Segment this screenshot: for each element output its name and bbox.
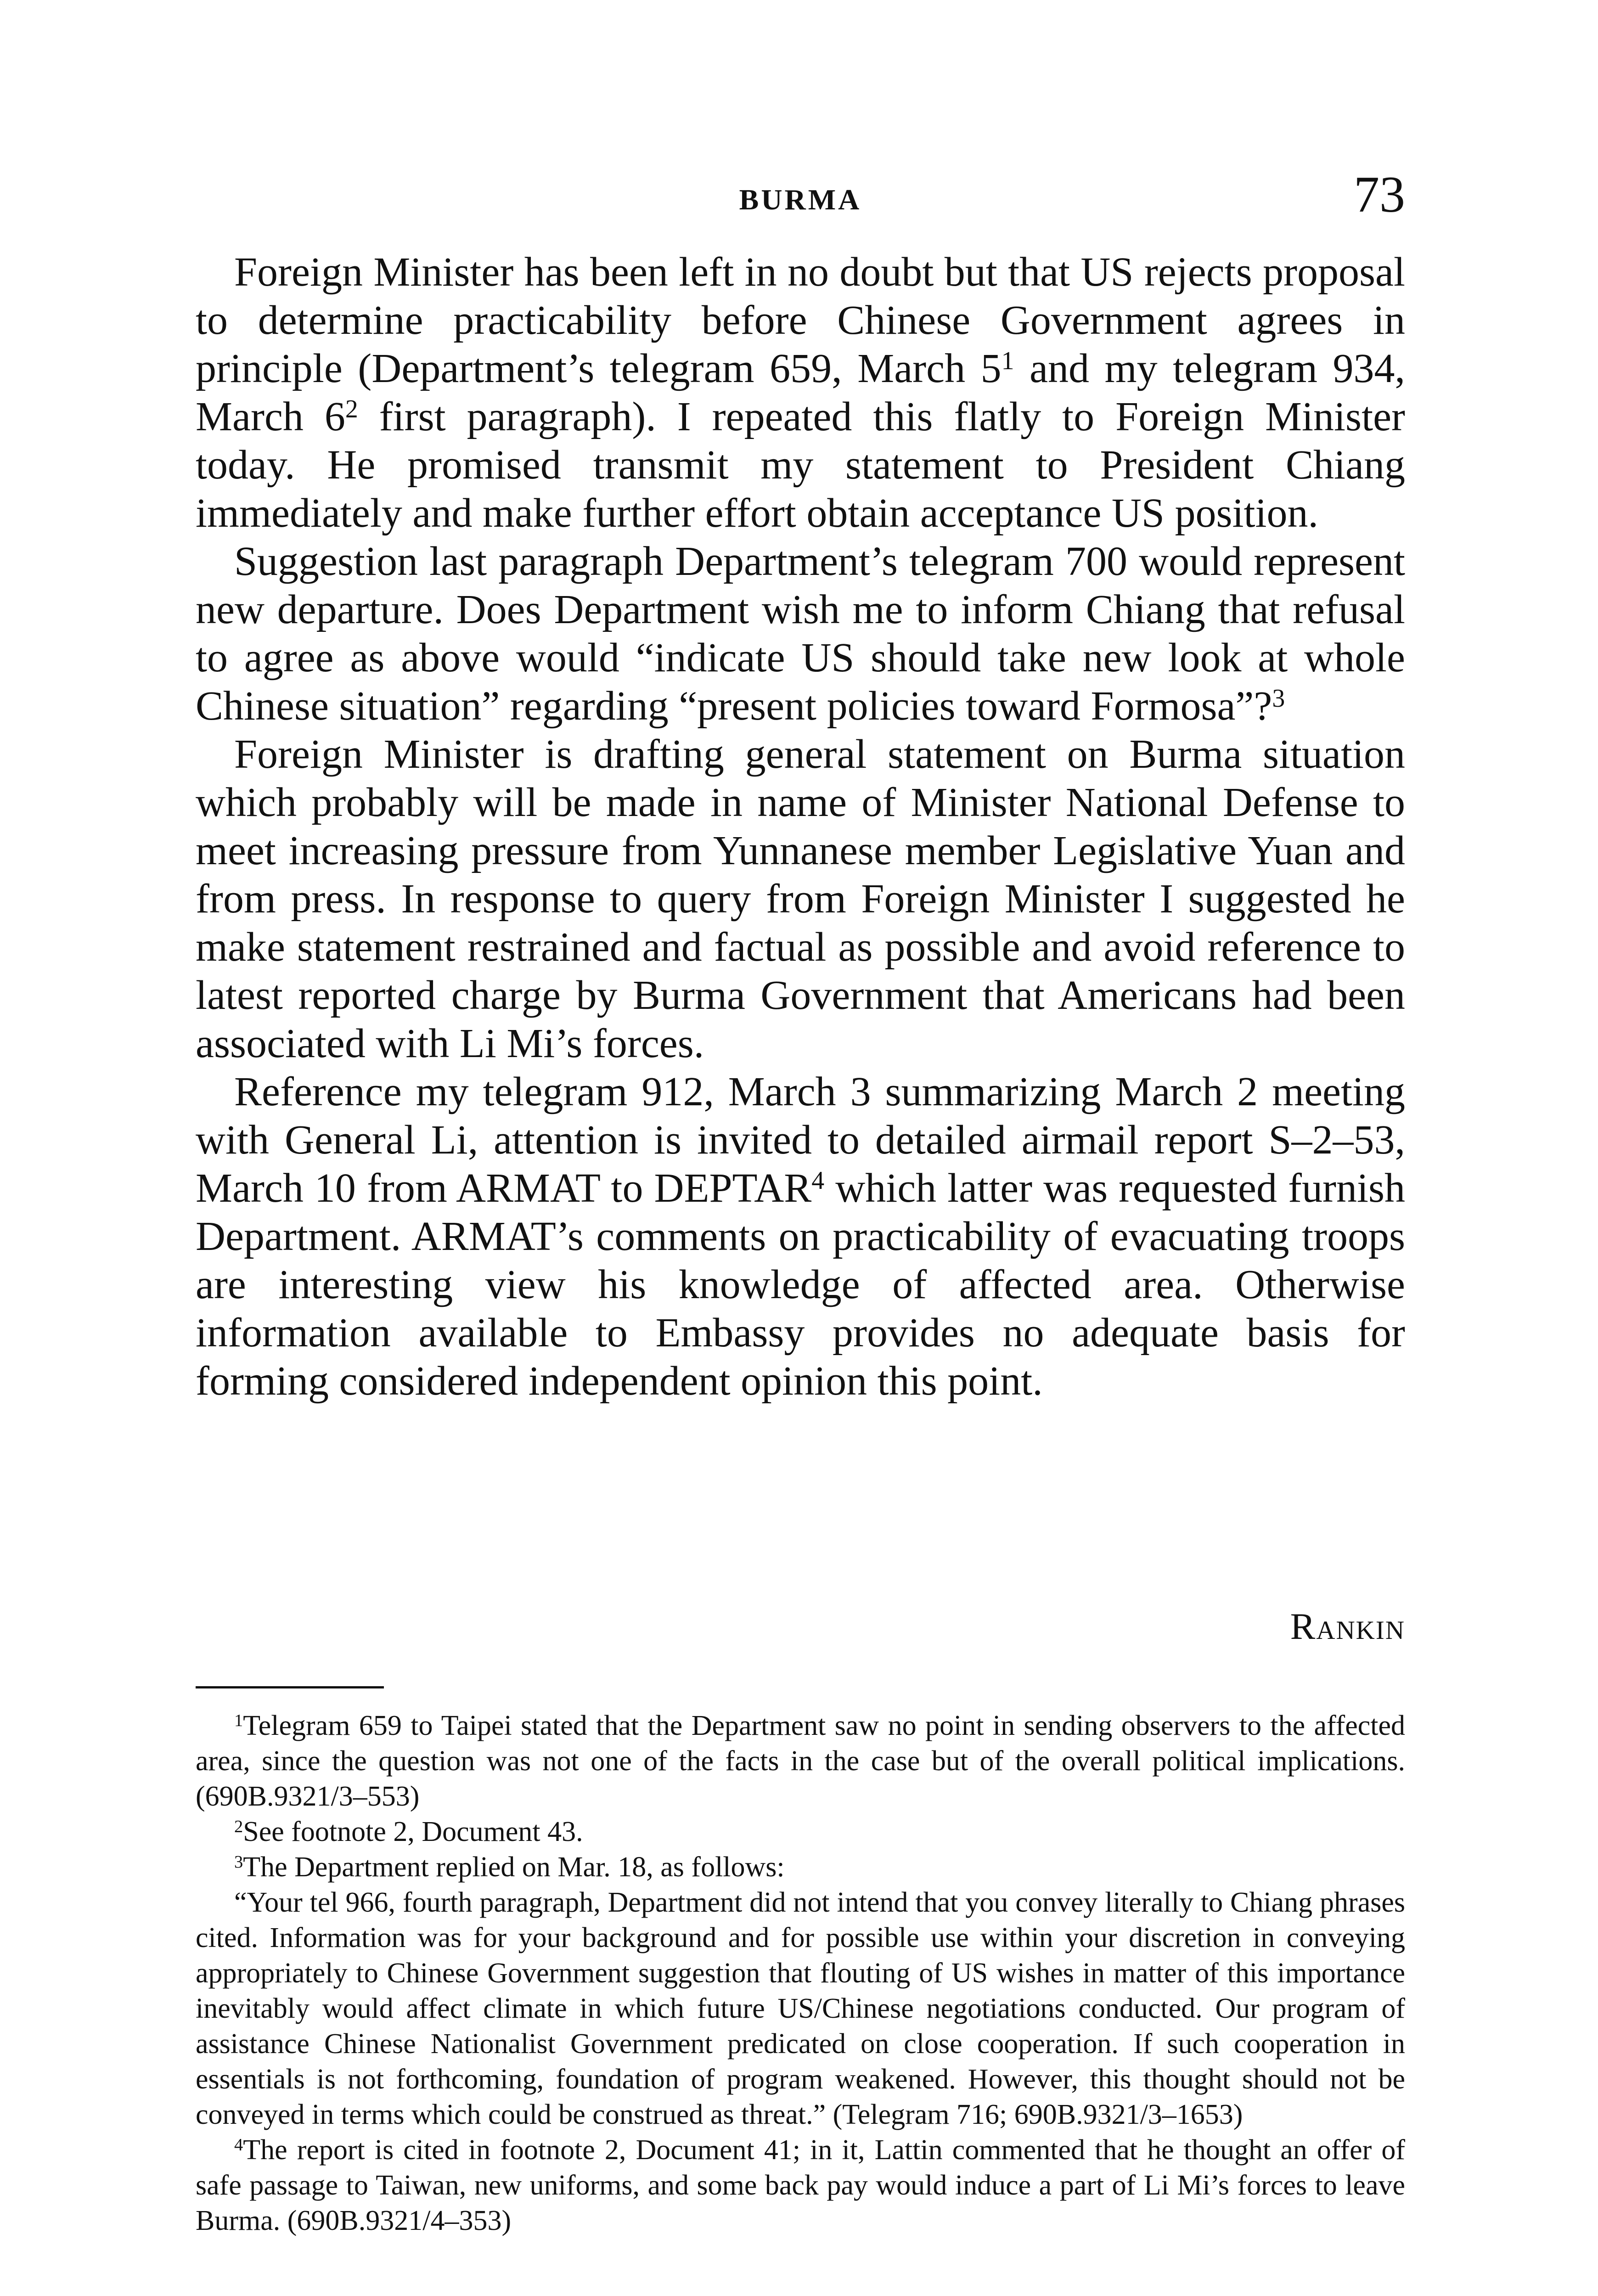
footnote-text: The report is cited in footnote 2, Document 41; in it, Lattin commented that he thought an offer of safe passage to Taiwan, new uniforms, and some back pay would induce a part of Li Mi’s forces to leave Burma. (690B.9321/4–353) bbox=[196, 2134, 1405, 2236]
footnote-mark: 1 bbox=[234, 1711, 243, 1730]
footnote-ref-2: 2 bbox=[345, 395, 358, 424]
body-paragraph-2 bbox=[196, 537, 1405, 730]
body-paragraph-4 bbox=[196, 1068, 1405, 1405]
footnote-4 bbox=[196, 2133, 1405, 2239]
paragraph-text: which latter was requested furnish Department. ARMAT’s comments on practicability of evacuating troops are interesting view his knowledge of affected area. Otherwise information available to Embassy provides no adequate basis for forming considered independent opinion this point. bbox=[196, 1165, 1405, 1404]
footnote-3-quote: “Your tel 966, fourth paragraph, Department did not intend that you convey literally to Chiang phrases cited. Information was for your background and for possible use within your discretion in conveying appropriately to Chinese Government suggestion that flouting of US wishes in matter of this importance inevitably would affect climate in which future US/Chinese negotiations conducted. Our program of assistance Chinese Nationalist Government predicated on close cooperation. If such cooperation in essentials is not forthcoming, foundation of program weakened. However, this thought should not be conveyed in terms which could be construed as threat.” (Telegram 716; 690B.9321/3–1653) bbox=[196, 1887, 1405, 2130]
footnote-ref-4: 4 bbox=[811, 1166, 825, 1195]
footnote-3 bbox=[196, 1850, 1405, 1885]
footnote-1 bbox=[196, 1708, 1405, 1814]
page-header bbox=[196, 165, 1405, 230]
signature: Rankin bbox=[1290, 1605, 1405, 1647]
footnote-mark: 4 bbox=[234, 2135, 243, 2155]
paragraph-text: Foreign Minister has been left in no doubt but that US rejects proposal to determine practicability before Chinese Government agrees in principle (Department’s telegram 659, March 5 bbox=[196, 249, 1405, 391]
footnote-ref-1: 1 bbox=[1001, 347, 1014, 376]
page-number: 73 bbox=[1354, 166, 1405, 223]
footnote-mark: 3 bbox=[234, 1852, 243, 1872]
footnote-text: The Department replied on Mar. 18, as follows: bbox=[243, 1851, 785, 1883]
footnote-ref-3: 3 bbox=[1272, 684, 1285, 713]
paragraph-text: first paragraph). I repeated this flatly to Foreign Minister today. He promised transmit my statement to President Chiang immediately and make further effort obtain acceptance US position. bbox=[196, 394, 1406, 536]
footnote-text: Telegram 659 to Taipei stated that the Department saw no point in sending observers to the affected area, since the question was not one of the facts in the case but of the overall political implications. (690B.9321/3–553) bbox=[196, 1710, 1405, 1812]
footnote-divider bbox=[196, 1686, 384, 1688]
footnote-2 bbox=[196, 1814, 1405, 1850]
paragraph-text: Reference my telegram 912, March 3 summarizing March 2 meeting with General Li, attention is invited to detailed airmail report S–2–53, March 10 from ARMAT to DEPTAR bbox=[196, 1069, 1405, 1211]
paragraph-text: Suggestion last paragraph Department’s telegram 700 would represent new departure. Does Department wish me to inform Chiang that refusal to agree as above would “indicate US should take new look at whole Chinese situation” regarding “present policies toward Formosa”? bbox=[196, 539, 1405, 729]
running-head: BURMA bbox=[739, 183, 862, 216]
footnote-mark: 2 bbox=[234, 1817, 243, 1836]
footnotes bbox=[196, 1708, 1405, 2239]
footnote-text: See footnote 2, Document 43. bbox=[243, 1816, 583, 1847]
telegram-body bbox=[196, 248, 1405, 1405]
body-paragraph-1 bbox=[196, 248, 1405, 537]
paragraph-text: and my telegram 934, March 6 bbox=[196, 346, 1405, 439]
body-paragraph-3: Foreign Minister is drafting general statement on Burma situation which probably will be made in name of Minister National Defense to meet increasing pressure from Yunnanese member Legislative Yuan and from press. In response to query from Foreign Minister I suggested he make statement restrained and factual as possible and avoid reference to latest reported charge by Burma Government that Americans had been associated with Li Mi’s forces. bbox=[196, 732, 1405, 1066]
